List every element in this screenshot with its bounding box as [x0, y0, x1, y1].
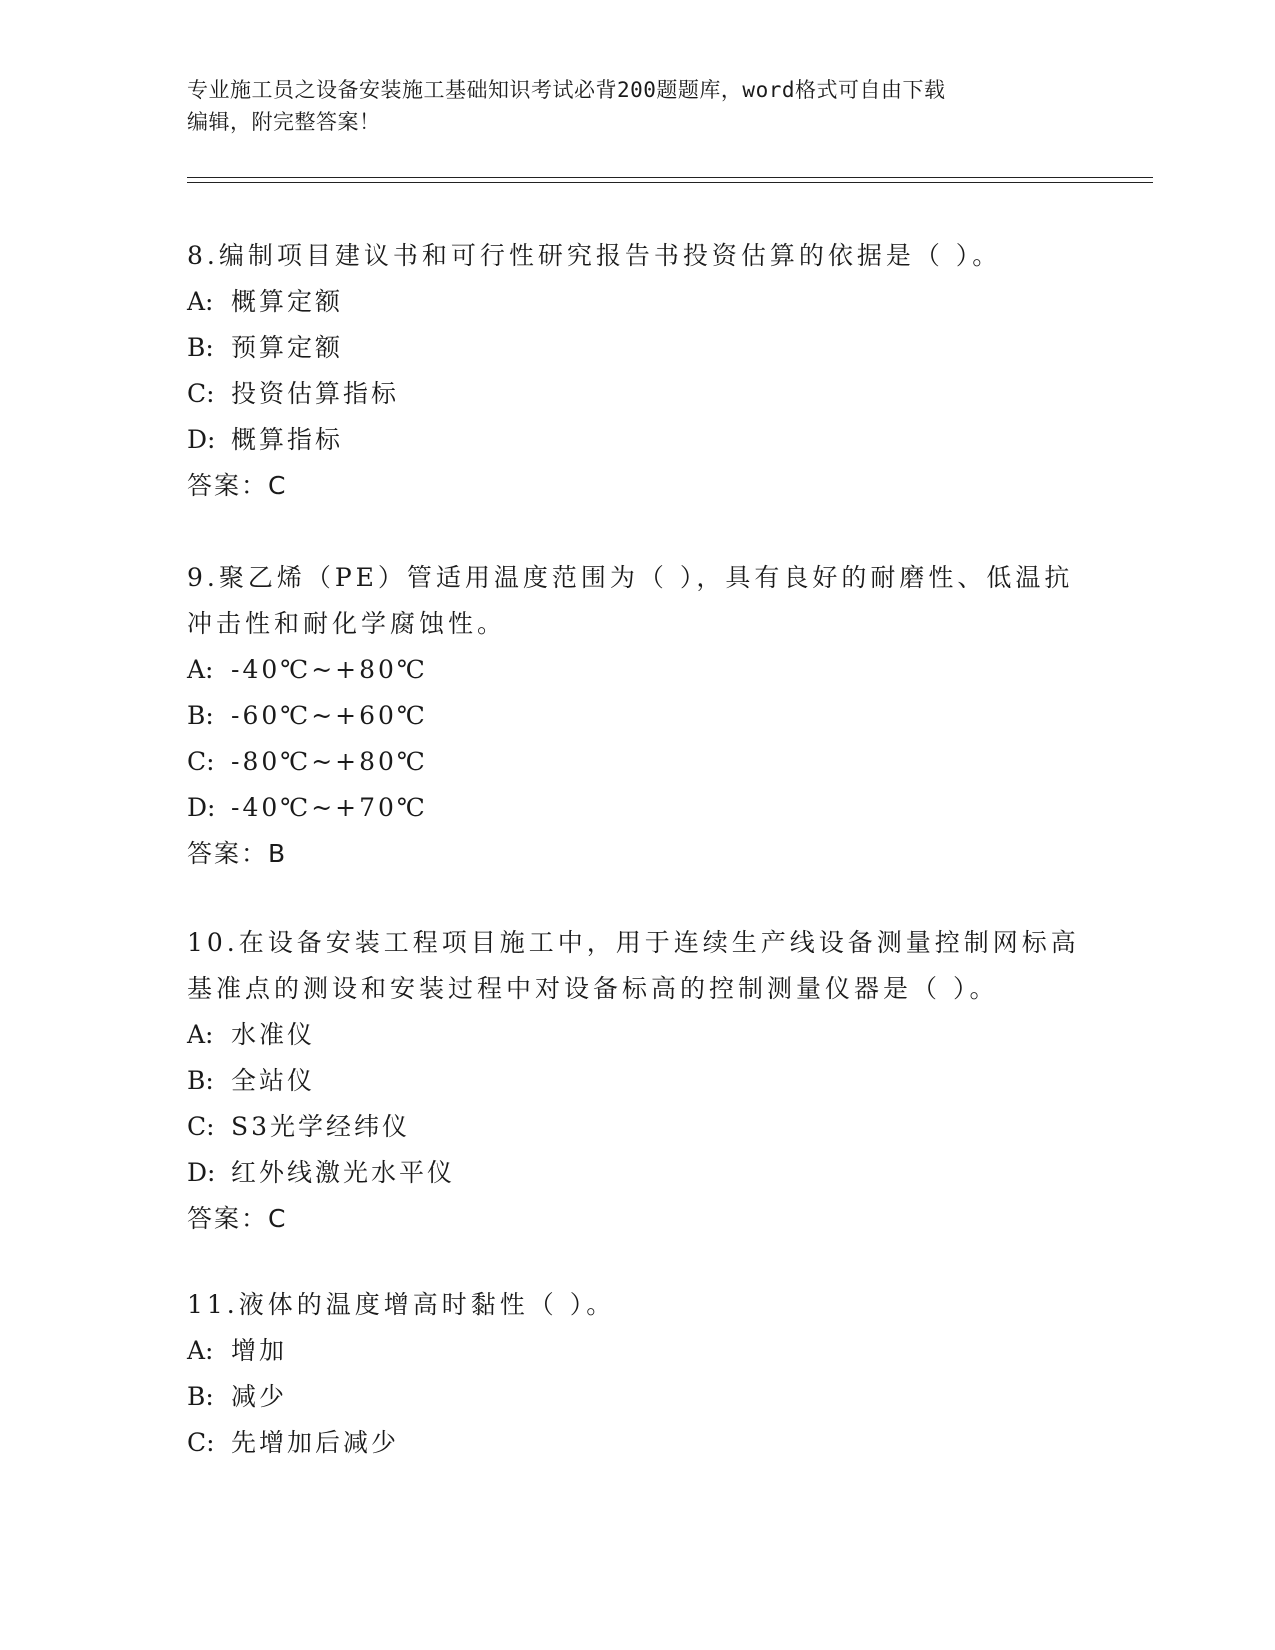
question-10 [187, 920, 1087, 1242]
question-stem: 9.聚乙烯（PE）管适用温度范围为（ ），具有良好的耐磨性、低温抗冲击性和耐化学腐蚀性。 [187, 563, 1074, 638]
question-stem: 8.编制项目建议书和可行性研究报告书投资估算的依据是（ ）。 [187, 241, 1002, 270]
option-c [187, 371, 1087, 417]
option-d [187, 1150, 1087, 1196]
header-line-1: 专业施工员之设备安装施工基础知识考试必背200题题库，word格式可自由下载 [187, 78, 946, 102]
option-d [187, 785, 1087, 831]
option-text: 减少 [231, 1382, 288, 1411]
option-b [187, 1058, 1087, 1104]
option-text: -40℃~+70℃ [231, 793, 428, 822]
option-d [187, 417, 1087, 463]
option-text: 投资估算指标 [231, 379, 400, 408]
option-text: 先增加后减少 [231, 1428, 400, 1457]
option-key: B: [187, 333, 214, 362]
option-key: C: [187, 747, 215, 776]
question-stem: 10.在设备安装工程项目施工中，用于连续生产线设备测量控制网标高基准点的测设和安装过程中对设备标高的控制测量仪器是（ ）。 [187, 928, 1080, 1003]
document-header [187, 74, 1087, 138]
option-text: 水准仪 [231, 1020, 316, 1049]
answer: 答案：B [187, 839, 288, 868]
option-b [187, 1374, 1087, 1420]
option-text: 概算定额 [231, 287, 344, 316]
option-text: 概算指标 [231, 425, 344, 454]
header-divider-bottom [187, 182, 1153, 183]
option-key: D: [187, 1158, 216, 1187]
option-key: B: [187, 701, 214, 730]
option-a [187, 279, 1087, 325]
option-text: 全站仪 [231, 1066, 316, 1095]
answer: 答案：C [187, 471, 288, 500]
question-8 [187, 233, 1087, 509]
option-key: C: [187, 1428, 215, 1457]
option-text: S3光学经纬仪 [231, 1112, 411, 1141]
option-key: A: [187, 1336, 214, 1365]
option-text: 预算定额 [231, 333, 344, 362]
option-key: A: [187, 655, 214, 684]
option-text: -40℃~+80℃ [231, 655, 428, 684]
option-key: D: [187, 793, 216, 822]
option-key: A: [187, 287, 214, 316]
option-key: D: [187, 425, 216, 454]
option-key: C: [187, 1112, 215, 1141]
option-key: A: [187, 1020, 214, 1049]
answer: 答案：C [187, 1204, 288, 1233]
option-text: 增加 [231, 1336, 288, 1365]
option-a [187, 1328, 1087, 1374]
question-11 [187, 1282, 1087, 1466]
question-stem: 11.液体的温度增高时黏性（ ）。 [187, 1290, 616, 1319]
question-9 [187, 555, 1087, 877]
header-divider-top [187, 177, 1153, 178]
option-key: B: [187, 1066, 214, 1095]
option-c [187, 739, 1087, 785]
option-a [187, 1012, 1087, 1058]
option-c [187, 1104, 1087, 1150]
option-b [187, 325, 1087, 371]
option-key: B: [187, 1382, 214, 1411]
header-line-2: 编辑，附完整答案！ [187, 110, 381, 134]
option-text: 红外线激光水平仪 [231, 1158, 456, 1187]
option-c [187, 1420, 1087, 1466]
option-text: -60℃~+60℃ [231, 701, 428, 730]
option-b [187, 693, 1087, 739]
option-a [187, 647, 1087, 693]
option-key: C: [187, 379, 215, 408]
option-text: -80℃~+80℃ [231, 747, 428, 776]
